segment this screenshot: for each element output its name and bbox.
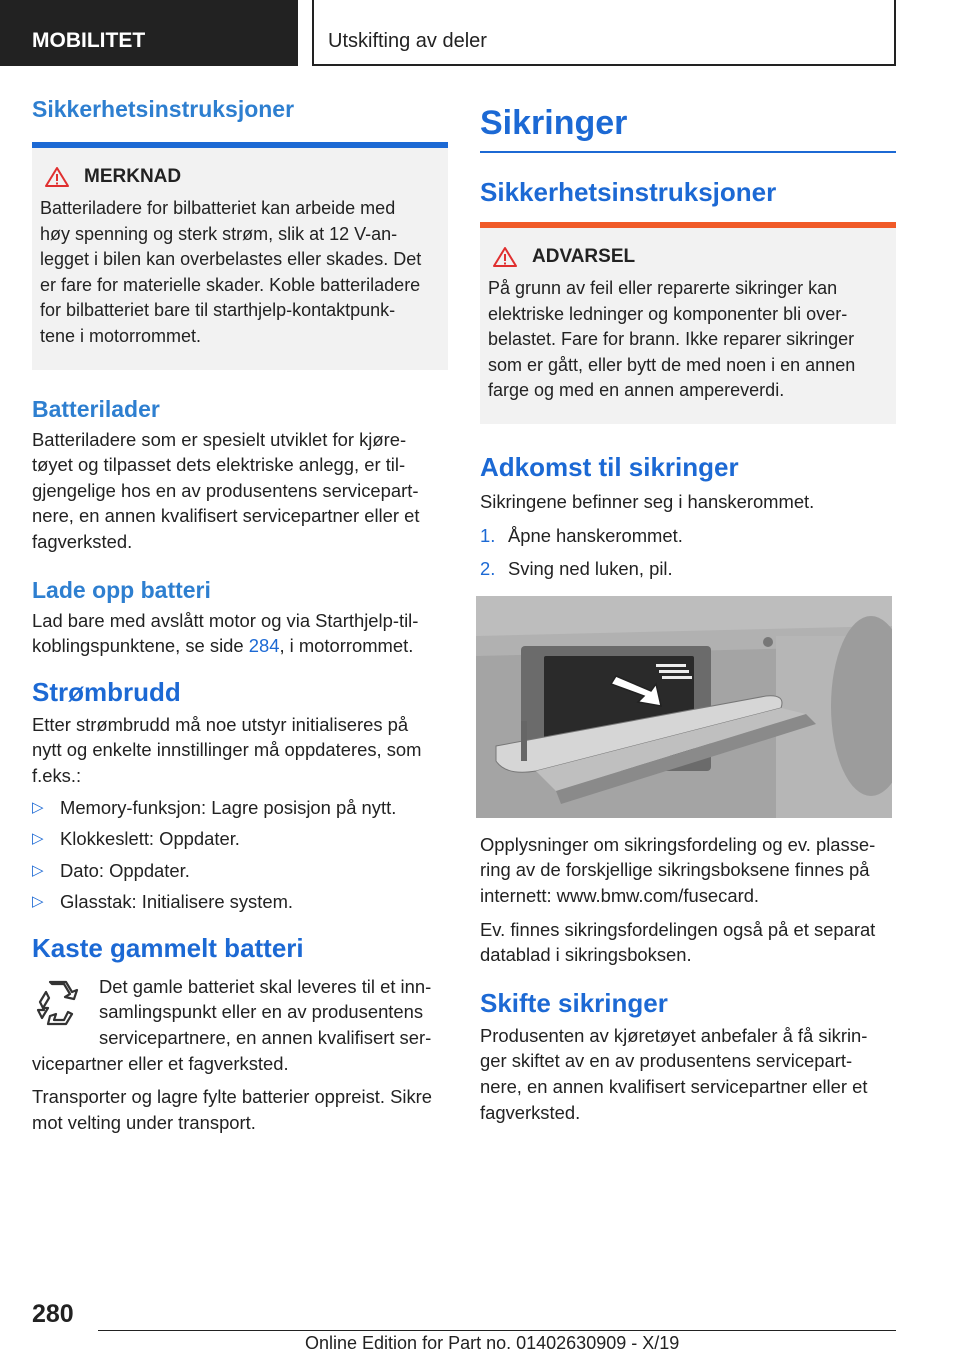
section-tab: MOBILITET [0, 0, 298, 66]
disposal-text: Det gamle batteriet skal leveres til et inn- samlingspunkt eller en av produsentens servicepartnere, en annen kvalifisert ser- [99, 975, 432, 1049]
charge-heading: Lade opp batteri [32, 576, 211, 603]
right-column [480, 96, 896, 1125]
charge-text: Lad bare med avslått motor og via Starthjelp-til- koblingspunktene, se side 284, i motorrommet. [32, 609, 419, 657]
fuse-info-text: Opplysninger om sikringsfordeling og ev. plasse- ring av de forskjellige sikringsboksene finnes på internett: www.bmw.com/fusecard. [480, 833, 876, 906]
left-column [32, 96, 448, 1135]
charger-text: Batteriladere som er spesielt utviklet for kjøre- tøyet og tilpasset dets elektriske anlegg, er til- gjengelige hos en av produsentens servicepart- nere, en annen kvalifisert servicepartner eller et fagverksted. [32, 428, 420, 552]
edition-text: Online Edition for Part no. 01402630909 - X/19 [305, 1333, 680, 1353]
list-item: 2. Sving ned luken, pil. [480, 556, 896, 582]
triangle-bullet-icon: ▷ [32, 798, 44, 816]
safety-heading-right: Sikkerhetsinstruksjoner [480, 177, 777, 207]
notice-text: Batteriladere for bilbatteriet kan arbeide med høy spenning og sterk strøm, slik at 12 V-an- legget i bilen kan overbelastes eller skades. Det er fare for materielle skader. Koble batteriladere for bilbatteriet bare til starthjelp-kontaktpunk- tene i motorrommet. [40, 198, 422, 346]
warning-triangle-icon [492, 246, 518, 268]
warning-triangle-icon [44, 166, 70, 188]
outage-text: Etter strømbrudd må noe utstyr initialiseres på nytt og enkelte innstillinger må oppdateres, som f.eks.: [32, 713, 422, 786]
list-item: 1. Åpne hanskerommet. [480, 523, 896, 549]
outage-heading: Strømbrudd [32, 676, 181, 707]
step-number: 2. [480, 558, 496, 580]
warning-label: ADVARSEL [532, 246, 636, 267]
warning-title [492, 246, 888, 268]
step-number: 1. [480, 524, 496, 546]
notice-title [44, 166, 440, 188]
fuses-title: Sikringer [480, 104, 628, 142]
disposal-heading: Kaste gammelt batteri [32, 932, 304, 963]
access-steps [480, 523, 896, 582]
warning-text: På grunn av feil eller reparerte sikringer kan elektriske ledninger og komponenter bli over- belastet. Fare for brann. Ikke reparer sikringer som er gått, eller bytt de med noen i en annen farge og med en annen ampereverdi. [488, 278, 856, 401]
list-item: ▷ Dato: Oppdater. [32, 858, 448, 884]
transport-text: Transporter og lagre fylte batterier oppreist. Sikre mot velting under transport. [32, 1086, 433, 1133]
outage-list [32, 795, 448, 915]
disposal-text-cont: vicepartner eller et fagverksted. [32, 1052, 289, 1074]
triangle-bullet-icon: ▷ [32, 861, 44, 879]
replace-text: Produsenten av kjøretøyet anbefaler å få sikrin- ger skiftet av en av produsentens servicepart- nere, en annen kvalifisert servicepartner eller et fagverksted. [480, 1024, 868, 1123]
fuse-info-text-2: Ev. finnes sikringsfordelingen også på et separat datablad i sikringsboksen. [480, 918, 876, 966]
triangle-bullet-icon: ▷ [32, 830, 44, 848]
list-item: ▷ Klokkeslett: Oppdater. [32, 826, 448, 852]
safety-heading-left: Sikkerhetsinstruksjoner [32, 96, 295, 122]
footer-rule [98, 1330, 896, 1331]
triangle-bullet-icon: ▷ [32, 893, 44, 911]
warning-box [480, 228, 896, 424]
glovebox-illustration [476, 596, 892, 818]
charger-heading: Batterilader [32, 395, 160, 422]
access-intro: Sikringene befinner seg i hanskerommet. [480, 490, 815, 512]
page-reference-link[interactable]: 284 [248, 635, 280, 657]
notice-label: MERKNAD [84, 166, 182, 187]
title-rule [480, 151, 896, 153]
notice-box [32, 148, 448, 370]
page-number: 280 [32, 1300, 74, 1328]
chapter-title: Utskifting av deler [312, 0, 896, 66]
page-header [0, 0, 960, 66]
recycle-icon [32, 978, 84, 1030]
list-item: ▷ Glasstak: Initialisere system. [32, 889, 448, 915]
list-item: ▷ Memory-funksjon: Lagre posisjon på nytt. [32, 795, 448, 821]
replace-heading: Skifte sikringer [480, 987, 668, 1018]
access-heading: Adkomst til sikringer [480, 451, 739, 482]
disposal-block [32, 974, 448, 1076]
